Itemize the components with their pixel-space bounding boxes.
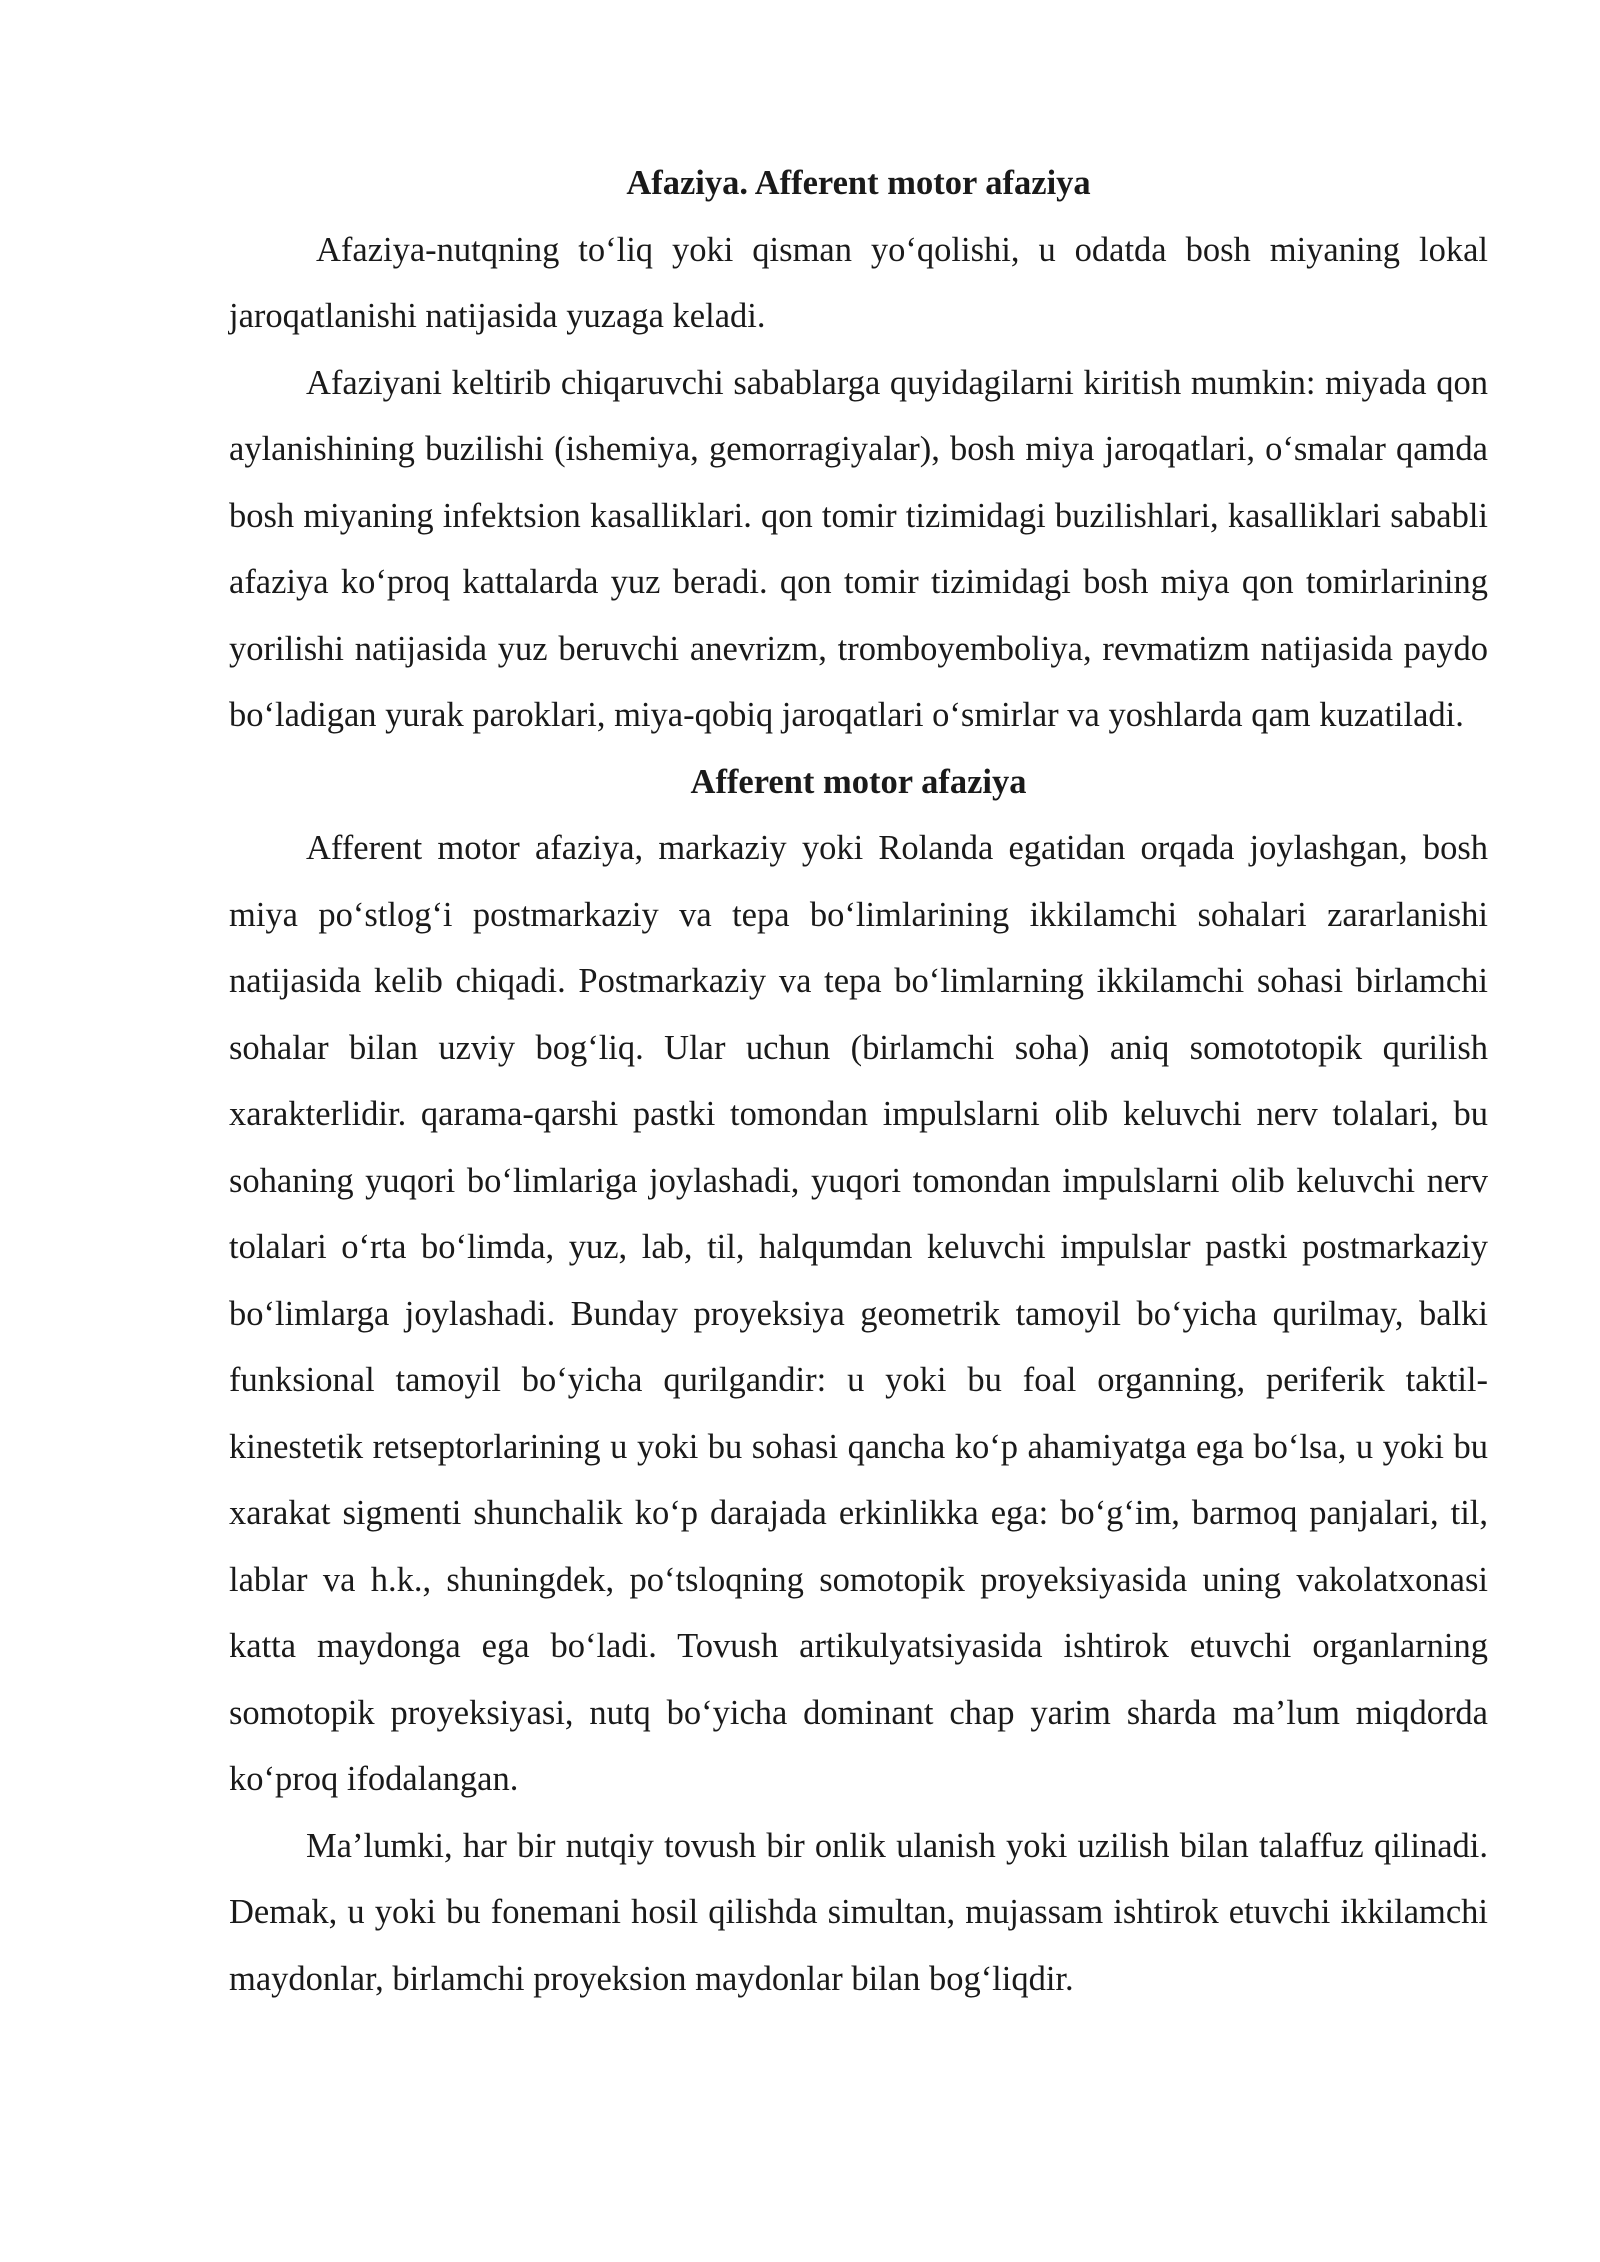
page-title: Afaziya. Afferent motor afaziya	[626, 164, 1091, 202]
document-page	[229, 150, 1488, 2012]
body-paragraph-2: Ma’lumki, har bir nutqiy tovush bir onlik ulanish yoki uzilish bilan talaffuz qilinadi. Demak, u yoki bu fonemani hosil qilishda simultan, mujassam ishtirok etuvchi ikkilamchi maydonlar, birlamchi proyeksion maydonlar bilan bog‘liqdir.	[229, 1826, 1488, 1998]
section-heading: Afferent motor afaziya	[690, 762, 1027, 801]
intro-paragraph-2: Afaziyani keltirib chiqaruvchi sabablarga quyidagilarni kiritish mumkin: miyada qon aylanishining buzilishi (ishemiya, gemorragiyalar), bosh miya jaroqatlari, o‘smalar qamda bosh miyaning infektsion kasalliklari. qon tomir tizimidagi buzilishlari, kasalliklari sababli afaziya ko‘proq kattalarda yuz beradi. qon tomir tizimidagi bosh miya qon tomirlarining yorilishi natijasida yuz beruvchi anevrizm, tromboyemboliya, revmatizm natijasida paydo bo‘ladigan yurak paroklari, miya-qobiq jaroqatlari o‘smirlar va yoshlarda qam kuzatiladi.	[229, 363, 1488, 734]
body-paragraph-1: Afferent motor afaziya, markaziy yoki Rolanda egatidan orqada joylashgan, bosh miya po‘stlog‘i postmarkaziy va tepa bo‘limlarining ikkilamchi sohalari zararlanishi natijasida kelib chiqadi. Postmarkaziy va tepa bo‘limlarning ikkilamchi sohasi birlamchi sohalar bilan uzviy bog‘liq. Ular uchun (birlamchi soha) aniq somototopik qurilish xarakterlidir. qarama-qarshi pastki tomondan impulslarni olib keluvchi nerv tolalari, bu sohaning yuqori bo‘limlariga joylashadi, yuqori tomondan impulslarni olib keluvchi nerv tolalari o‘rta bo‘limda, yuz, lab, til, halqumdan keluvchi impulslar pastki postmarkaziy bo‘limlarga joylashadi. Bunday proyeksiya geometrik tamoyil bo‘yicha qurilmay, balki funksional tamoyil bo‘yicha qurilgandir: u yoki bu foal organning, periferik taktil-kinestetik retseptorlarining u yoki bu sohasi qancha ko‘p ahamiyatga ega bo‘lsa, u yoki bu xarakat sigmenti shunchalik ko‘p darajada erkinlikka ega: bo‘g‘im, barmoq panjalari, til, lablar va h.k., shuningdek, po‘tsloqning somotopik proyeksiyasida uning vakolatxonasi katta maydonga ega bo‘ladi. Tovush artikulyatsiyasida ishtirok etuvchi organlarning somotopik proyeksiyasi, nutq bo‘yicha dominant chap yarim sharda ma’lum miqdorda ko‘proq ifodalangan.	[229, 829, 1488, 1798]
intro-paragraph-1: Afaziya-nutqning to‘liq yoki qisman yo‘qolishi, u odatda bosh miyaning lokal jaroqatlanishi natijasida yuzaga keladi.	[229, 230, 1488, 335]
